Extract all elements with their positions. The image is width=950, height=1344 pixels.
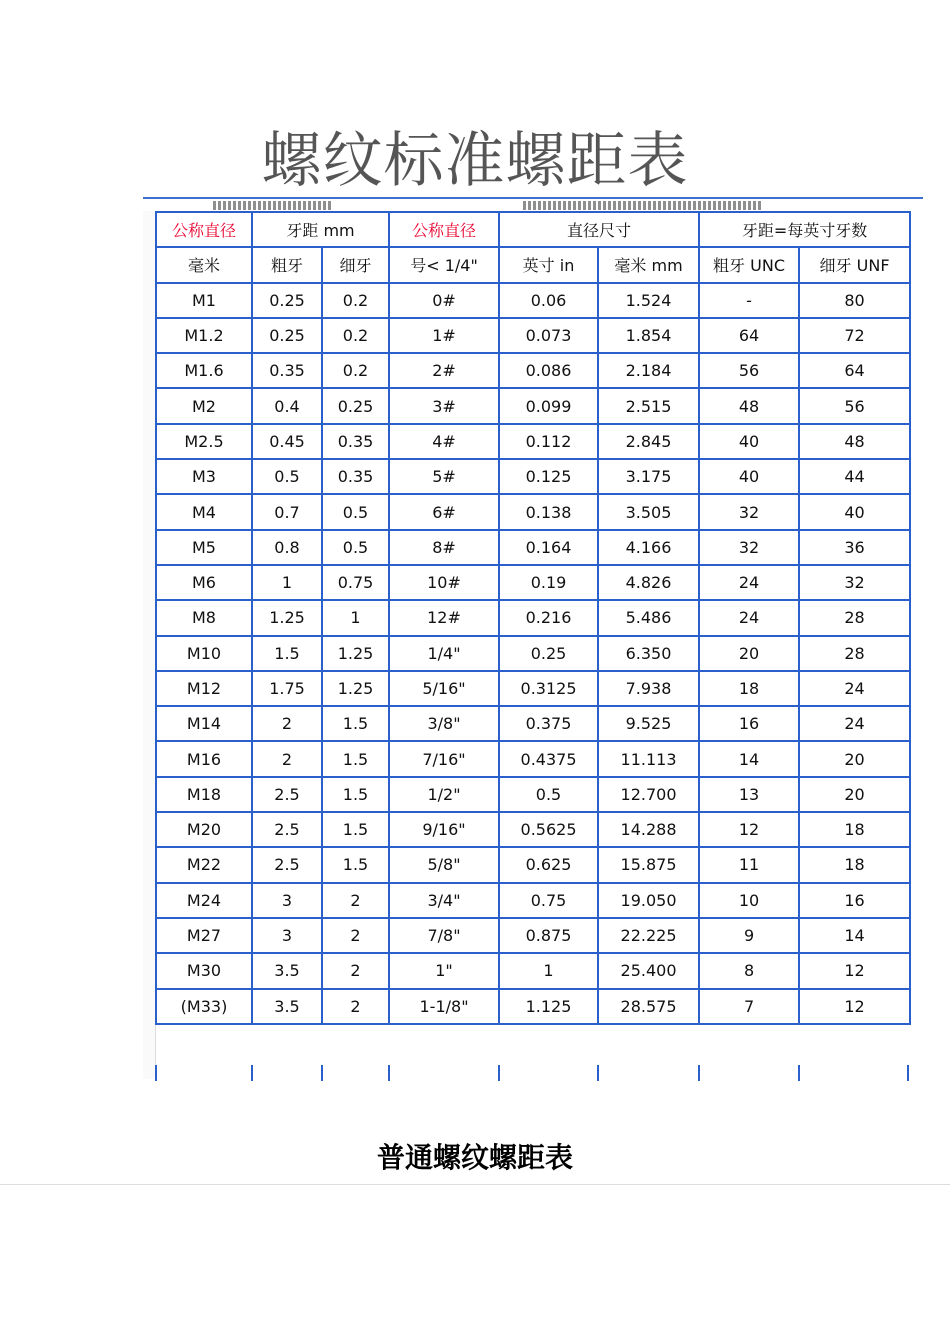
table-cell: M3	[156, 459, 252, 494]
table-cell: 12	[699, 812, 799, 847]
column-header: 毫米	[156, 247, 252, 282]
inch-diameter-header: 直径尺寸	[499, 212, 699, 247]
table-cell: 22.225	[598, 918, 699, 953]
table-cell: -	[699, 283, 799, 318]
table-row	[156, 459, 910, 494]
table-cell: 0.5	[499, 777, 598, 812]
table-cell: 5/8"	[389, 847, 499, 882]
table-cell: M2.5	[156, 424, 252, 459]
table-cell: 0.45	[252, 424, 322, 459]
table-cell: 18	[799, 847, 910, 882]
table-cell: 2.5	[252, 847, 322, 882]
table-cell: 2.5	[252, 777, 322, 812]
table-cell: 0.2	[322, 353, 389, 388]
table-cell: 4.166	[598, 530, 699, 565]
table-row	[156, 706, 910, 741]
table-row	[156, 388, 910, 423]
table-cell: 0.25	[322, 388, 389, 423]
table-cell: 6.350	[598, 636, 699, 671]
table-cell: M30	[156, 953, 252, 988]
table-cell: 18	[699, 671, 799, 706]
table-cell: 8#	[389, 530, 499, 565]
table-cell: 7.938	[598, 671, 699, 706]
table-cell: 32	[699, 530, 799, 565]
table-cell: 0.5	[252, 459, 322, 494]
table-cell: 2#	[389, 353, 499, 388]
table-cell: 24	[799, 706, 910, 741]
table-cell: 1.5	[322, 847, 389, 882]
table-cell: 2.845	[598, 424, 699, 459]
table-row	[156, 989, 910, 1024]
table-cell: 7	[699, 989, 799, 1024]
table-cell: 20	[799, 777, 910, 812]
table-cell: 64	[699, 318, 799, 353]
column-header: 细牙	[322, 247, 389, 282]
table-cell: 28.575	[598, 989, 699, 1024]
table-cell: 72	[799, 318, 910, 353]
table-cell: 12.700	[598, 777, 699, 812]
table-row	[156, 671, 910, 706]
table-cell: 5#	[389, 459, 499, 494]
table-cell: 14	[799, 918, 910, 953]
table-cell: 7/8"	[389, 918, 499, 953]
table-row	[156, 565, 910, 600]
table-cell: M12	[156, 671, 252, 706]
table-cell: 5/16"	[389, 671, 499, 706]
table-row	[156, 353, 910, 388]
table-cell: 6#	[389, 494, 499, 529]
table-cell: 24	[699, 600, 799, 635]
table-cell: 80	[799, 283, 910, 318]
table-cell: 32	[799, 565, 910, 600]
table-cell: 25.400	[598, 953, 699, 988]
table-row	[156, 530, 910, 565]
table-cell: 56	[799, 388, 910, 423]
table-cell: 0.25	[252, 318, 322, 353]
table-cell: 1-1/8"	[389, 989, 499, 1024]
table-cell: 1	[499, 953, 598, 988]
metric-pitch-header: 牙距 mm	[252, 212, 389, 247]
table-row	[156, 318, 910, 353]
table-cell: 0.35	[322, 424, 389, 459]
table-cell: 3.505	[598, 494, 699, 529]
table-cell: 1#	[389, 318, 499, 353]
table-cell: 40	[799, 494, 910, 529]
table-cell: 0.7	[252, 494, 322, 529]
table-cell: 0.5	[322, 494, 389, 529]
table-cell: 0.19	[499, 565, 598, 600]
thread-pitch-table-image	[143, 197, 923, 1081]
table-cell: 0.099	[499, 388, 598, 423]
table-cell: 0.5	[322, 530, 389, 565]
table-cell: 0.625	[499, 847, 598, 882]
table-cell: 0.5625	[499, 812, 598, 847]
table-cell: 0.8	[252, 530, 322, 565]
table-cell: 1.854	[598, 318, 699, 353]
table-cell: M14	[156, 706, 252, 741]
table-cell: M1.2	[156, 318, 252, 353]
table-row	[156, 283, 910, 318]
table-cell: 24	[799, 671, 910, 706]
table-cell: 12	[799, 989, 910, 1024]
table-cell: 0.125	[499, 459, 598, 494]
table-cell: 3.175	[598, 459, 699, 494]
table-cell: 1.5	[322, 777, 389, 812]
table-cell: M18	[156, 777, 252, 812]
table-cell: 0.875	[499, 918, 598, 953]
table-cell: 36	[799, 530, 910, 565]
table-cell: 0.75	[322, 565, 389, 600]
table-cell: M10	[156, 636, 252, 671]
table-cell: 24	[699, 565, 799, 600]
table-cell: 28	[799, 636, 910, 671]
table-cell: M2	[156, 388, 252, 423]
column-header: 号< 1/4"	[389, 247, 499, 282]
table-cell: 8	[699, 953, 799, 988]
table-cell: (M33)	[156, 989, 252, 1024]
table-cell: 3	[252, 918, 322, 953]
table-cell: 0.4	[252, 388, 322, 423]
table-cell: 1.5	[322, 812, 389, 847]
table-cell: M1.6	[156, 353, 252, 388]
table-cell: M6	[156, 565, 252, 600]
table-cell: 10	[699, 883, 799, 918]
table-cell: 0.2	[322, 318, 389, 353]
table-cell: 2	[252, 706, 322, 741]
table-cell: 1.5	[322, 741, 389, 776]
cropped-next-row	[155, 1065, 909, 1081]
table-cell: 0.06	[499, 283, 598, 318]
table-cell: 0.35	[252, 353, 322, 388]
table-cell: 2	[252, 741, 322, 776]
table-cell: 0.216	[499, 600, 598, 635]
table-row	[156, 777, 910, 812]
table-cell: M8	[156, 600, 252, 635]
table-cell: 16	[799, 883, 910, 918]
table-cell: 12	[799, 953, 910, 988]
table-cell: 20	[799, 741, 910, 776]
table-cell: 1	[252, 565, 322, 600]
table-cell: 7/16"	[389, 741, 499, 776]
table-cell: M27	[156, 918, 252, 953]
table-cell: 1/2"	[389, 777, 499, 812]
table-cell: M5	[156, 530, 252, 565]
table-cell: 1.75	[252, 671, 322, 706]
table-cell: 0.75	[499, 883, 598, 918]
table-cell: 0.073	[499, 318, 598, 353]
table-cell: 3/8"	[389, 706, 499, 741]
table-cell: 0.2	[322, 283, 389, 318]
table-cell: 1.5	[322, 706, 389, 741]
table-cell: 0.4375	[499, 741, 598, 776]
table-row	[156, 741, 910, 776]
table-row	[156, 953, 910, 988]
table-cell: 2.515	[598, 388, 699, 423]
column-header: 毫米 mm	[598, 247, 699, 282]
table-cell: 1.125	[499, 989, 598, 1024]
table-row	[156, 847, 910, 882]
table-cell: 1.25	[322, 671, 389, 706]
header-row-1	[156, 212, 910, 247]
table-cell: 0.164	[499, 530, 598, 565]
page-divider	[0, 1184, 950, 1185]
column-header: 粗牙 UNC	[699, 247, 799, 282]
table-cell: M20	[156, 812, 252, 847]
table-cell: M4	[156, 494, 252, 529]
table-cell: 2	[322, 918, 389, 953]
table-cell: 18	[799, 812, 910, 847]
table-cell: M1	[156, 283, 252, 318]
table-cell: 20	[699, 636, 799, 671]
inch-nominal-header: 公称直径	[389, 212, 499, 247]
table-cell: 2	[322, 953, 389, 988]
table-cell: 0#	[389, 283, 499, 318]
table-cell: 1.524	[598, 283, 699, 318]
table-cell: 1/4"	[389, 636, 499, 671]
table-cell: 1.25	[322, 636, 389, 671]
table-row	[156, 600, 910, 635]
table-row	[156, 494, 910, 529]
table-cell: 3.5	[252, 953, 322, 988]
table-cell: 3.5	[252, 989, 322, 1024]
table-cell: 13	[699, 777, 799, 812]
table-cell: M16	[156, 741, 252, 776]
table-cell: 0.086	[499, 353, 598, 388]
table-row	[156, 812, 910, 847]
table-cell: 15.875	[598, 847, 699, 882]
table-cell: 11.113	[598, 741, 699, 776]
table-cell: 11	[699, 847, 799, 882]
table-cell: M24	[156, 883, 252, 918]
table-cell: 0.25	[252, 283, 322, 318]
table-cell: 3/4"	[389, 883, 499, 918]
table-cell: 4#	[389, 424, 499, 459]
table-cell: 2	[322, 989, 389, 1024]
table-cell: 16	[699, 706, 799, 741]
table-cell: 0.3125	[499, 671, 598, 706]
table-cell: 12#	[389, 600, 499, 635]
column-header: 细牙 UNF	[799, 247, 910, 282]
table-cell: 40	[699, 424, 799, 459]
table-cell: 3#	[389, 388, 499, 423]
table-body	[156, 212, 910, 1024]
table-cell: 2	[322, 883, 389, 918]
table-cell: 1	[322, 600, 389, 635]
table-cell: 48	[699, 388, 799, 423]
thread-pitch-table	[155, 211, 911, 1025]
table-cell: M22	[156, 847, 252, 882]
page-title: 螺纹标准螺距表	[261, 126, 689, 196]
table-cell: 4.826	[598, 565, 699, 600]
table-cell: 14	[699, 741, 799, 776]
table-cell: 32	[699, 494, 799, 529]
table-cell: 28	[799, 600, 910, 635]
table-cell: 0.35	[322, 459, 389, 494]
table-cell: 0.375	[499, 706, 598, 741]
table-cell: 1.5	[252, 636, 322, 671]
table-cell: 40	[699, 459, 799, 494]
table-cell: 9/16"	[389, 812, 499, 847]
table-cell: 5.486	[598, 600, 699, 635]
table-cell: 9	[699, 918, 799, 953]
section-caption: 普通螺纹螺距表	[376, 1141, 573, 1174]
table-cell: 9.525	[598, 706, 699, 741]
metric-nominal-header: 公称直径	[156, 212, 252, 247]
column-header: 英寸 in	[499, 247, 598, 282]
table-cell: 1"	[389, 953, 499, 988]
table-row	[156, 918, 910, 953]
table-cell: 3	[252, 883, 322, 918]
inch-tpi-header: 牙距=每英寸牙数	[699, 212, 910, 247]
table-row	[156, 424, 910, 459]
table-row	[156, 883, 910, 918]
table-cell: 48	[799, 424, 910, 459]
table-cell: 14.288	[598, 812, 699, 847]
table-cell: 1.25	[252, 600, 322, 635]
table-cell: 56	[699, 353, 799, 388]
header-row-2	[156, 247, 910, 282]
table-cell: 19.050	[598, 883, 699, 918]
table-cell: 2.184	[598, 353, 699, 388]
table-cell: 10#	[389, 565, 499, 600]
table-cell: 2.5	[252, 812, 322, 847]
table-cell: 64	[799, 353, 910, 388]
table-cell: 44	[799, 459, 910, 494]
table-row	[156, 636, 910, 671]
column-header: 粗牙	[252, 247, 322, 282]
table-cell: 0.138	[499, 494, 598, 529]
table-cell: 0.25	[499, 636, 598, 671]
table-cell: 0.112	[499, 424, 598, 459]
